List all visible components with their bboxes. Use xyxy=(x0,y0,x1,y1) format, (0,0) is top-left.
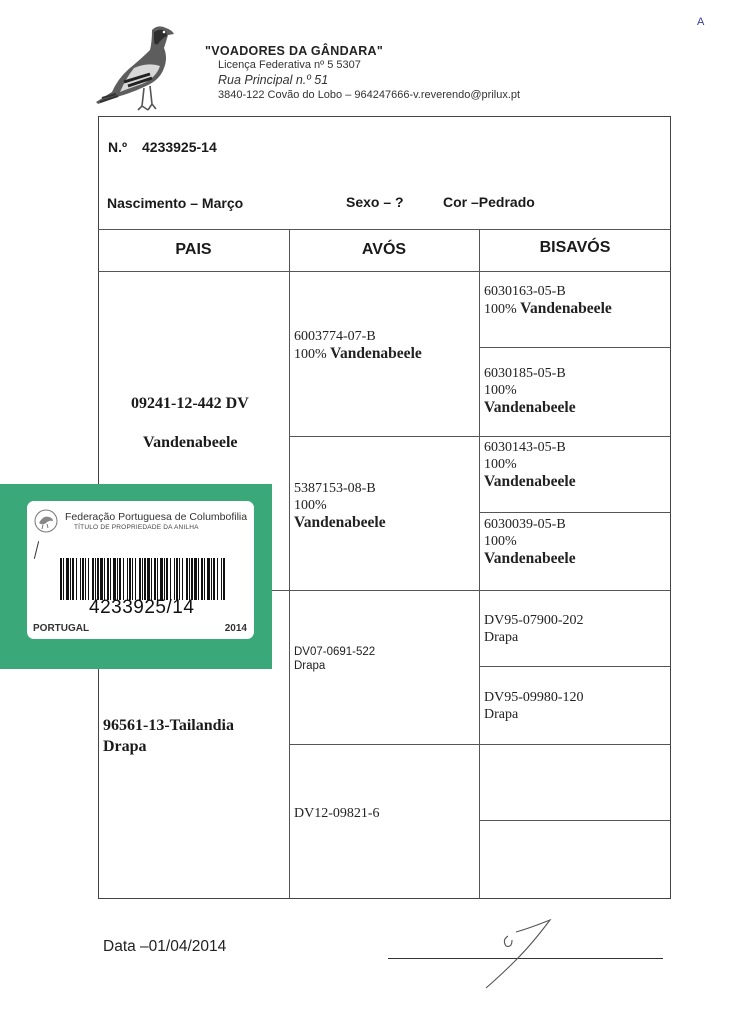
barcode-bar xyxy=(186,558,188,600)
gg-6-ring: DV95-09980-120 xyxy=(484,690,584,705)
grandparent-1-pct: 100% xyxy=(294,347,327,362)
barcode-bar xyxy=(154,558,156,600)
grandparent-2-ring: 5387153-08-B xyxy=(294,481,376,496)
club-street: Rua Principal n.º 51 xyxy=(218,73,329,87)
barcode-bar xyxy=(100,558,103,600)
column-head-great-grandparents: BISAVÓS xyxy=(539,239,611,256)
barcode-bar xyxy=(66,558,69,600)
club-license: Licença Federativa nº 5 5307 xyxy=(218,59,361,71)
pigeon-logo-icon xyxy=(94,22,182,118)
barcode-bar xyxy=(119,558,121,600)
barcode-bar xyxy=(147,558,150,600)
gg-3-strain: Vandenabeele xyxy=(484,473,576,490)
barcode-bar xyxy=(110,558,111,600)
gg-4-pct: 100% xyxy=(484,534,517,549)
gg-divider-2 xyxy=(479,512,671,513)
barcode-bar xyxy=(129,558,131,600)
gg-5-ring: DV95-07900-202 xyxy=(484,613,584,628)
barcode-bar xyxy=(176,558,178,600)
gg-2-strain: Vandenabeele xyxy=(484,399,576,416)
barcode-bar xyxy=(217,558,218,600)
barcode-bar xyxy=(60,558,62,600)
barcode-bar xyxy=(194,558,197,600)
great-grandparent-4 xyxy=(484,516,576,568)
gg-4-ring: 6030039-05-B xyxy=(484,517,566,532)
barcode-bar xyxy=(223,558,225,600)
grandparent-4 xyxy=(294,805,380,822)
bird-color: Cor –Pedrado xyxy=(443,194,535,210)
barcode-bar xyxy=(221,558,222,600)
card-pen-mark xyxy=(34,541,39,559)
barcode-bar xyxy=(63,558,64,600)
gg-divider-1 xyxy=(479,347,671,348)
card-year: 2014 xyxy=(224,623,247,634)
barcode-bar xyxy=(151,558,152,600)
barcode-bar xyxy=(142,558,143,600)
barcode-bar xyxy=(174,558,175,600)
gg-4-strain: Vandenabeele xyxy=(484,550,576,567)
barcode-bar xyxy=(107,558,109,600)
barcode-bar xyxy=(70,558,71,600)
dam-ring: 96561-13-Tailandia xyxy=(103,717,234,734)
barcode-bar xyxy=(189,558,190,600)
barcode-bar xyxy=(113,558,116,600)
federation-name: Federação Portuguesa de Columbofilia xyxy=(65,511,248,523)
signature-mark xyxy=(480,914,560,994)
barcode-bar xyxy=(123,558,124,600)
barcode-bar xyxy=(104,558,105,600)
barcode-bar xyxy=(157,558,158,600)
column-divider-1 xyxy=(289,229,290,899)
grandparent-1-ring: 6003774-07-B xyxy=(294,329,376,344)
column-divider-2 xyxy=(479,229,480,899)
barcode-bar xyxy=(191,558,193,600)
grandparent-3 xyxy=(294,645,375,673)
barcode-bar xyxy=(139,558,141,600)
card-country: PORTUGAL xyxy=(33,623,90,634)
great-grandparent-1 xyxy=(484,283,612,318)
sire-strain: Vandenabeele xyxy=(143,434,238,451)
great-grandparent-2 xyxy=(484,365,576,417)
ring-barcode xyxy=(60,558,228,600)
federation-subtitle: TÍTULO DE PROPRIEDADE DA ANILHA xyxy=(74,524,199,531)
gg-5-strain: Drapa xyxy=(484,630,519,645)
barcode-bar xyxy=(135,558,136,600)
club-contact: 3840-122 Covão do Lobo – 964247666-v.reverendo@prilux.pt xyxy=(218,89,521,101)
barcode-bar xyxy=(170,558,171,600)
grandparent-1 xyxy=(294,328,422,363)
grandparent-3-ring: DV07-0691-522 xyxy=(294,646,376,658)
barcode-bar xyxy=(179,558,180,600)
barcode-bar xyxy=(204,558,205,600)
dam-strain: Drapa xyxy=(103,738,147,755)
column-head-parents: PAIS xyxy=(175,241,212,258)
barcode-bar xyxy=(164,558,165,600)
barcode-bar xyxy=(207,558,210,600)
grandparent-4-ring: DV12-09821-6 xyxy=(294,806,380,821)
gg-6-strain: Drapa xyxy=(484,707,519,722)
bird-number: 4233925-14 xyxy=(142,139,217,155)
great-grandparent-5 xyxy=(484,612,584,646)
grandparent-3-strain: Drapa xyxy=(294,660,326,672)
ring-property-card xyxy=(27,501,254,639)
barcode-bar xyxy=(92,558,94,600)
grandparents-divider-2 xyxy=(289,744,671,745)
gg-2-pct: 100% xyxy=(484,383,517,398)
barcode-bar xyxy=(211,558,212,600)
grandparent-2-pct: 100% xyxy=(294,498,327,513)
club-header xyxy=(205,44,520,103)
barcode-bar xyxy=(182,558,183,600)
bird-birth: Nascimento – Março xyxy=(107,195,244,211)
gg-1-strain: Vandenabeele xyxy=(520,300,612,317)
page-number-mark: A xyxy=(697,16,705,28)
gg-1-ring: 6030163-05-B xyxy=(484,284,566,299)
barcode-bar xyxy=(213,558,215,600)
federation-seal-icon xyxy=(34,509,58,533)
barcode-bar xyxy=(132,558,133,600)
barcode-bar xyxy=(166,558,168,600)
barcode-bar xyxy=(76,558,77,600)
gg-3-ring: 6030143-05-B xyxy=(484,440,566,455)
grandparents-divider-1 xyxy=(289,436,671,437)
header-divider xyxy=(98,229,671,230)
grandparent-2-strain: Vandenabeele xyxy=(294,514,386,531)
gg-2-ring: 6030185-05-B xyxy=(484,366,566,381)
club-name: "VOADORES DA GÂNDARA" xyxy=(205,44,384,58)
gg-divider-4 xyxy=(479,820,671,821)
gg-1-pct: 100% xyxy=(484,302,517,317)
barcode-bar xyxy=(80,558,81,600)
great-grandparent-6 xyxy=(484,689,584,723)
column-head-grandparents: AVÓS xyxy=(361,241,407,258)
barcode-bar xyxy=(201,558,203,600)
barcode-bar xyxy=(117,558,118,600)
great-grandparent-3 xyxy=(484,439,576,491)
barcode-bar xyxy=(85,558,86,600)
barcode-bar xyxy=(198,558,199,600)
barcode-bar xyxy=(97,558,99,600)
gg-3-pct: 100% xyxy=(484,457,517,472)
barcode-bar xyxy=(88,558,89,600)
barcode-bar xyxy=(160,558,163,600)
barcode-bar xyxy=(95,558,96,600)
barcode-bar xyxy=(82,558,84,600)
card-ring-number: 4233925/14 xyxy=(89,597,195,618)
grandparent-1-strain: Vandenabeele xyxy=(330,345,422,362)
column-head-divider xyxy=(98,271,671,272)
grandparent-2 xyxy=(294,480,386,532)
bird-number-label: N.º xyxy=(108,139,128,155)
barcode-bar xyxy=(144,558,146,600)
barcode-bar xyxy=(127,558,128,600)
barcode-bar xyxy=(72,558,74,600)
issue-date: Data –01/04/2014 xyxy=(103,938,227,955)
sire-ring: 09241-12-442 DV xyxy=(131,395,249,412)
gg-divider-3 xyxy=(479,666,671,667)
bird-sex: Sexo – ? xyxy=(346,194,404,210)
